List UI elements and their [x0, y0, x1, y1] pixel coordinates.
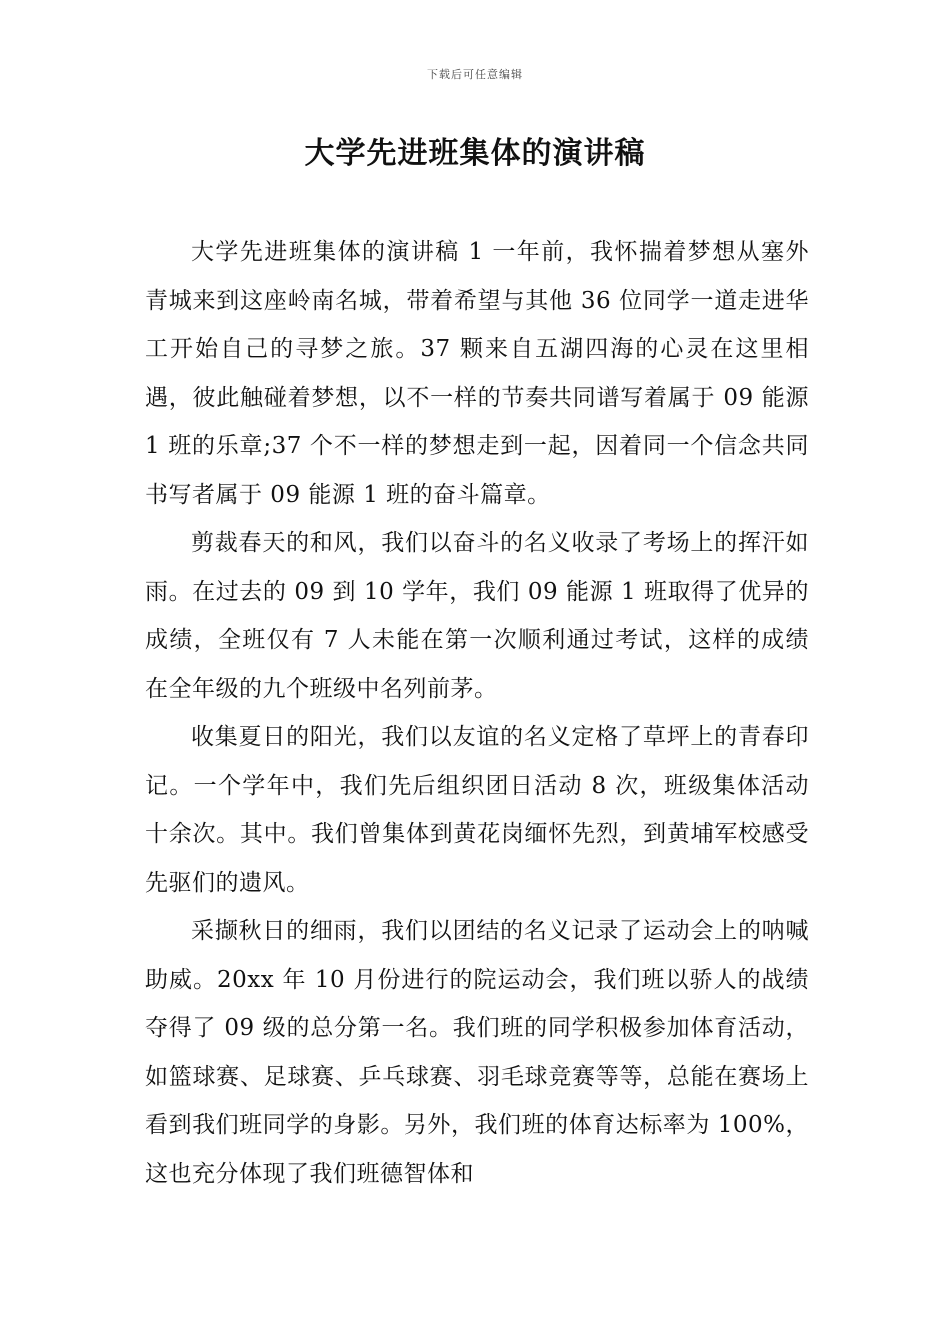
header-note: 下载后可任意编辑 [427, 68, 523, 81]
document-body [145, 228, 809, 1198]
paragraph-2: 剪裁春天的和风，我们以奋斗的名义收录了考场上的挥汗如雨。在过去的 09 到 10 学年，我们 09 能源 1 班取得了优异的成绩，全班仅有 7 人未能在第一次顺利通过考试，这样的成绩在全年级的九个班级中名列前茅。 [145, 530, 809, 702]
paragraph-4: 采撷秋日的细雨，我们以团结的名义记录了运动会上的呐喊助威。20xx 年 10 月份进行的院运动会，我们班以骄人的战绩夺得了 09 级的总分第一名。我们班的同学积极参加体育活动，如篮球赛、足球赛、乒乓球赛、羽毛球竞赛等等，总能在赛场上看到我们班同学的身影。另外，我们班的体育达标率为 100%，这也充分体现了我们班德智体和 [145, 918, 809, 1187]
paragraph-3: 收集夏日的阳光，我们以友谊的名义定格了草坪上的青春印记。一个学年中，我们先后组织团日活动 8 次，班级集体活动十余次。其中。我们曾集体到黄花岗缅怀先烈，到黄埔军校感受先驱们的遗风。 [145, 724, 809, 896]
document-title: 大学先进班集体的演讲稿 [304, 136, 646, 171]
paragraph-1: 大学先进班集体的演讲稿 1 一年前，我怀揣着梦想从塞外青城来到这座岭南名城，带着希望与其他 36 位同学一道走进华工开始自己的寻梦之旅。37 颗来自五湖四海的心灵在这里相遇，彼此触碰着梦想，以不一样的节奏共同谱写着属于 09 能源 1 班的乐章;37 个不一样的梦想走到一起，因着同一个信念共同书写者属于 09 能源 1 班的奋斗篇章。 [145, 239, 809, 508]
